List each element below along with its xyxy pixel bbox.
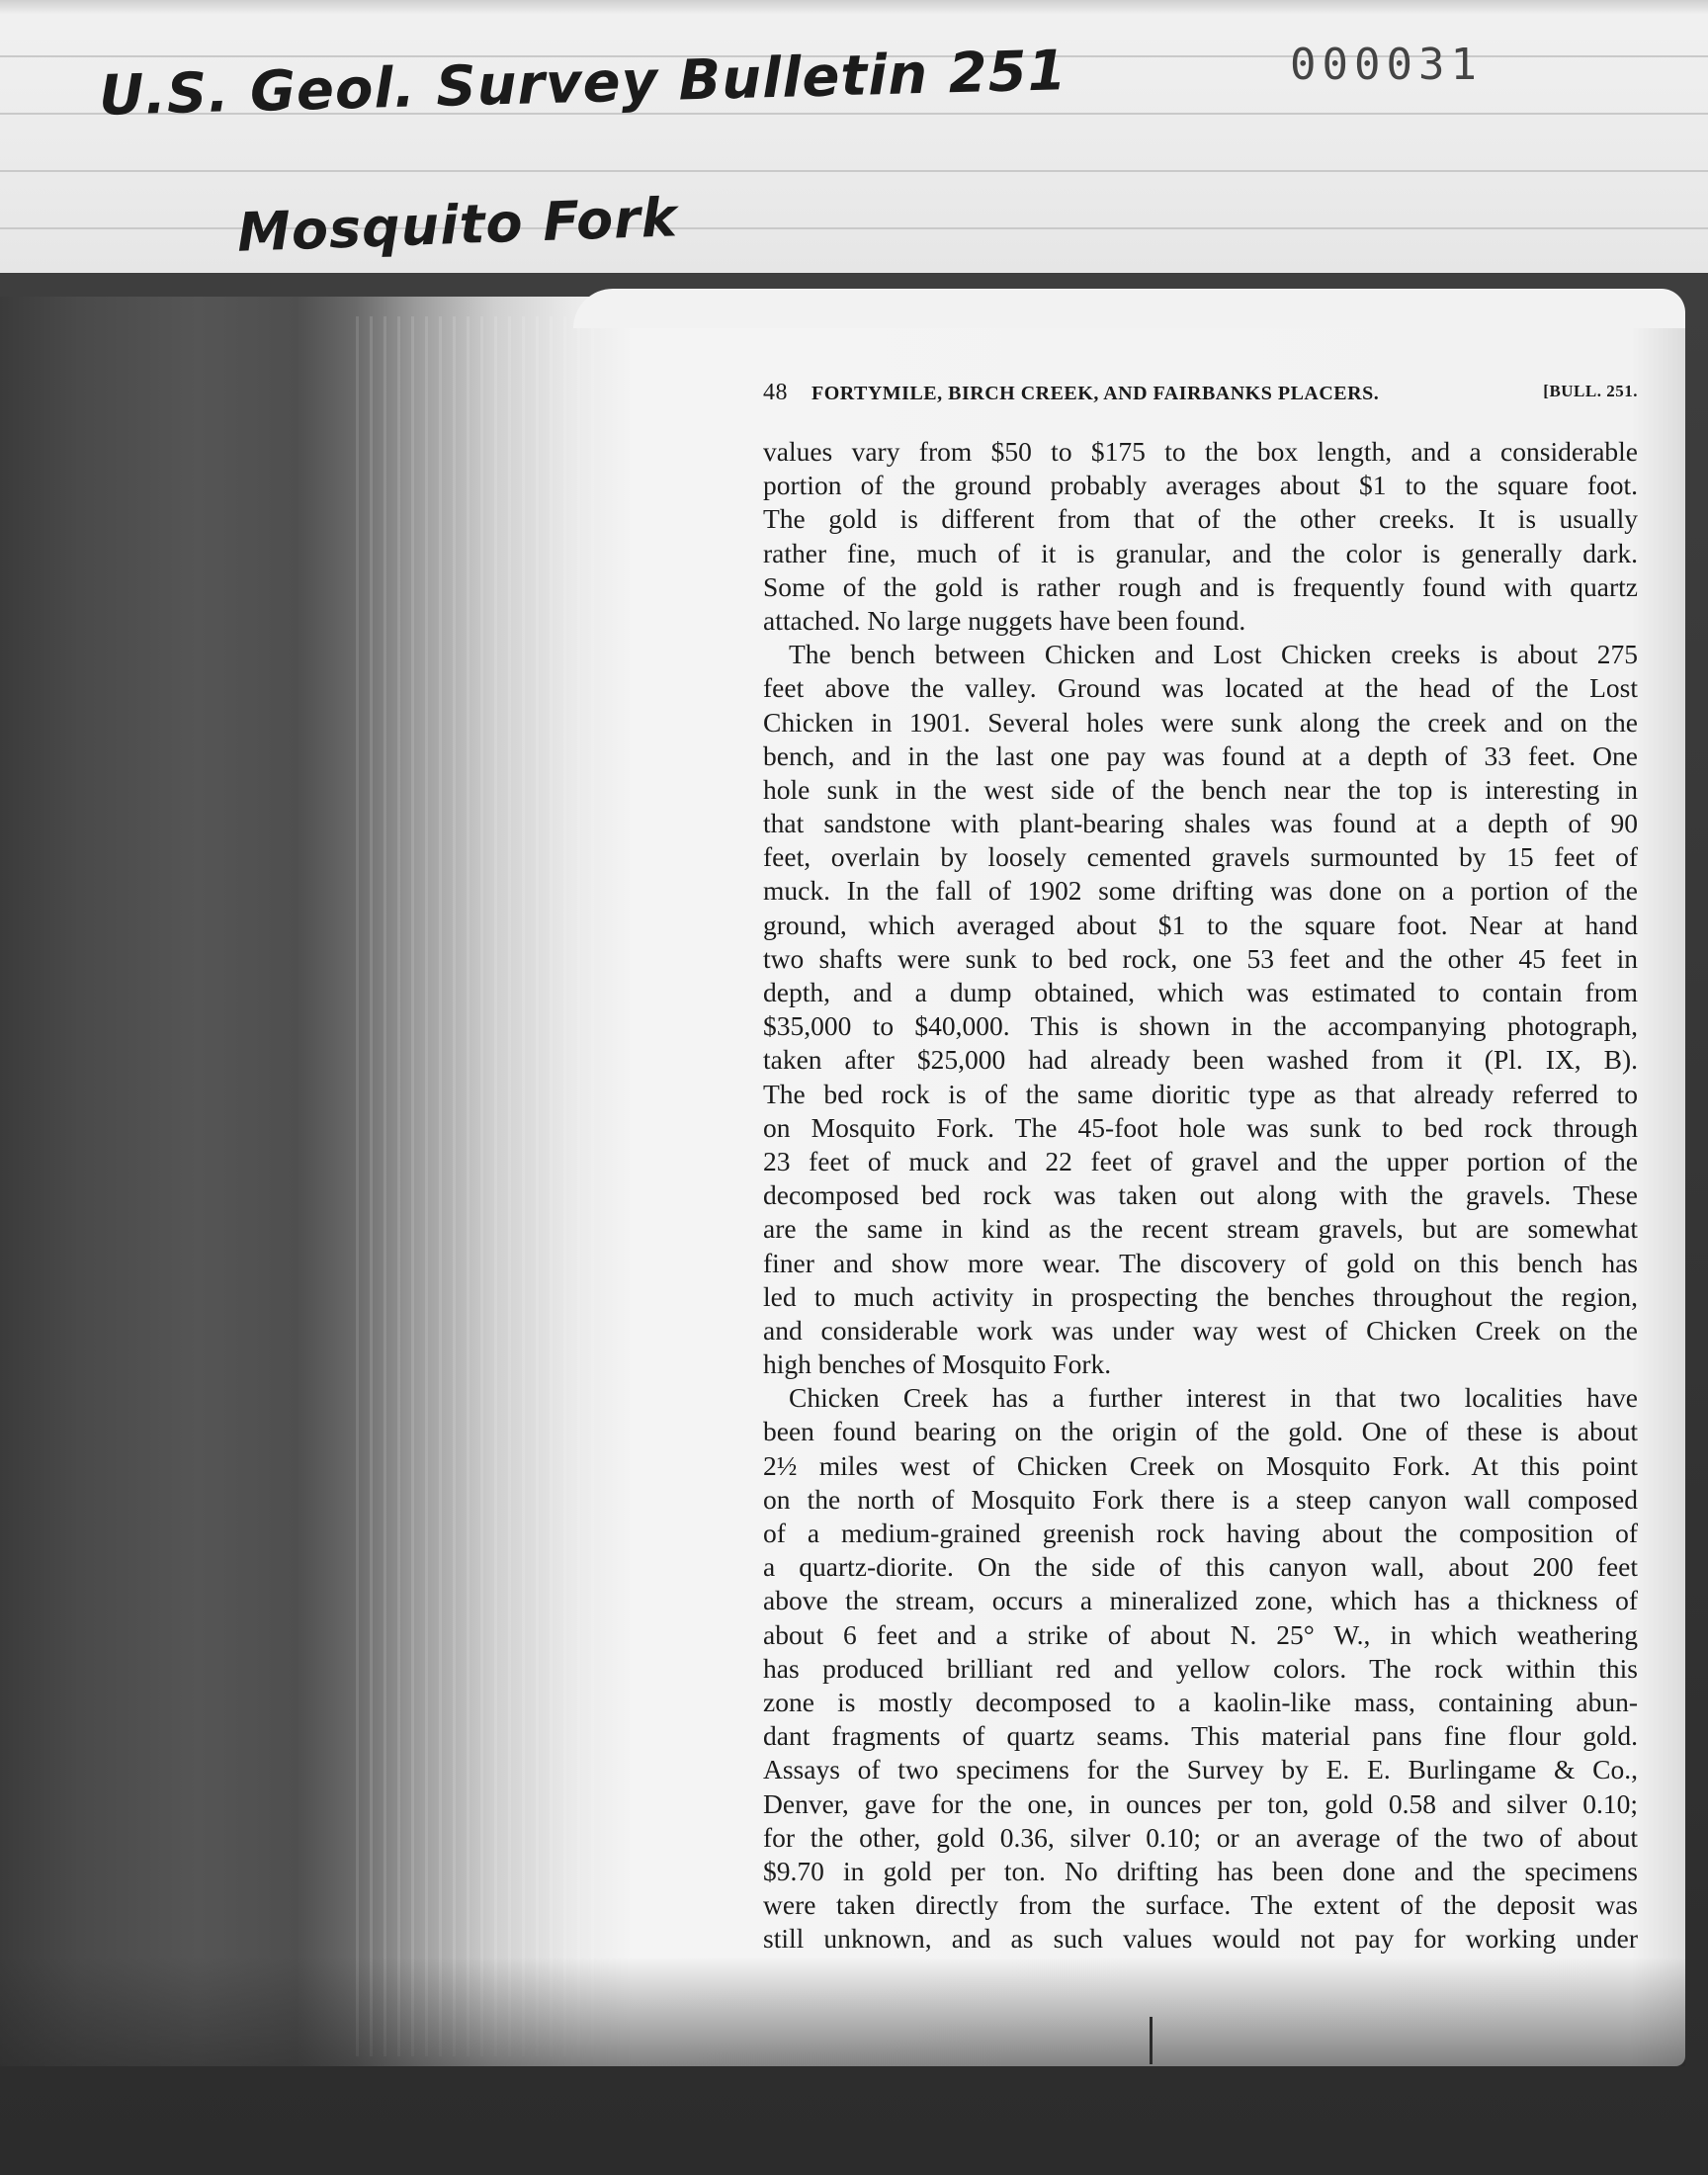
page-bottom-shadow [0,1958,1685,2066]
text-line: been found bearing on the origin of the gold. One of these is about [763,1416,1638,1447]
text-line: Assays of two specimens for the Survey by E. E. Burlingame & Co., [763,1754,1638,1785]
text-line: feet above the valley. Ground was located at the head of the Lost [763,672,1638,704]
text-line: 23 feet of muck and 22 feet of gravel and the upper portion of the [763,1145,1638,1176]
text-line: about 6 feet and a strike of about N. 25° W., in which weathering [763,1618,1638,1650]
body-text [763,435,1638,1956]
handwritten-topic: Mosquito Fork [236,186,679,264]
text-line: portion of the ground probably averages about $1 to the square foot. [763,470,1638,501]
text-line: two shafts were sunk to bed rock, one 53 feet and the other 45 feet in [763,942,1638,974]
text-line: zone is mostly decomposed to a kaolin-like mass, containing abun- [763,1686,1638,1717]
text-line: still unknown, and as such values would not pay for working under [763,1923,1638,1955]
text-line: The gold is different from that of the other creeks. It is usually [763,503,1638,535]
document-number-stamp: 000031 [1290,40,1483,90]
text-line: Chicken in 1901. Several holes were sunk along the creek and on the [763,706,1638,738]
text-line: ground, which averaged about $1 to the square foot. Near at hand [763,909,1638,940]
text-line: high benches of Mosquito Fork. [763,1348,1112,1380]
running-title: FORTYMILE, BIRCH CREEK, AND FAIRBANKS PLACERS. [811,383,1380,404]
text-line: Some of the gold is rather rough and is frequently found with quartz [763,570,1638,602]
bulletin-reference: [BULL. 251. [1543,382,1638,400]
text-line: on Mosquito Fork. The 45-foot hole was sunk to bed rock through [763,1111,1638,1143]
text-line: $35,000 to $40,000. This is shown in the accompanying photograph, [763,1010,1638,1042]
text-line: The bed rock is of the same dioritic type as that already referred to [763,1078,1638,1109]
strip-edge [0,0,1708,14]
text-line: 2½ miles west of Chicken Creek on Mosquito Fork. At this point [763,1449,1638,1481]
text-line: attached. No large nuggets have been found. [763,604,1246,636]
paragraph-start-line: The bench between Chicken and Lost Chicken creeks is about 275 [789,639,1638,670]
page-top-edge [573,289,1685,328]
text-line: that sandstone with plant-bearing shales was found at a depth of 90 [763,808,1638,839]
paragraph-start-line: Chicken Creek has a further interest in that two localities have [789,1382,1638,1414]
text-line: Denver, gave for the one, in ounces per ton, gold 0.58 and silver 0.10; [763,1787,1638,1819]
text-line: decomposed bed rock was taken out along with the gravels. These [763,1179,1638,1211]
text-line: a quartz-diorite. On the side of this canyon wall, about 200 feet [763,1551,1638,1583]
page-number: 48 [763,380,788,405]
text-line: finer and show more wear. The discovery of gold on this bench has [763,1247,1638,1278]
text-line: led to much activity in prospecting the benches throughout the region, [763,1280,1638,1312]
text-line: feet, overlain by loosely cemented gravels surmounted by 15 feet of [763,841,1638,873]
text-line: are the same in kind as the recent stream gravels, but are somewhat [763,1213,1638,1245]
gutter-shading [356,316,603,2056]
text-line: depth, and a dump obtained, which was estimated to contain from [763,977,1638,1007]
handwritten-citation: U.S. Geol. Survey Bulletin 251 [98,39,1068,129]
pencil-mark [1150,2017,1153,2064]
text-line: values vary from $50 to $175 to the box length, and a considerable [763,436,1638,467]
handwritten-note-strip [0,0,1708,277]
text-line: above the stream, occurs a mineralized zone, which has a thickness of [763,1585,1638,1616]
text-line: $9.70 in gold per ton. No drifting has been done and the specimens [763,1855,1638,1886]
text-line: of a medium-grained greenish rock having about the composition of [763,1518,1638,1548]
text-line: on the north of Mosquito Fork there is a steep canyon wall composed [763,1483,1638,1515]
text-line: has produced brilliant red and yellow colors. The rock within this [763,1652,1638,1684]
text-line: were taken directly from the surface. The extent of the deposit was [763,1889,1638,1921]
text-line: taken after $25,000 had already been washed from it (Pl. IX, B). [763,1044,1638,1076]
running-header [763,380,1638,409]
text-line: muck. In the fall of 1902 some drifting was done on a portion of the [763,875,1638,907]
text-line: rather fine, much of it is granular, and the color is generally dark. [763,537,1638,568]
text-line: dant fragments of quartz seams. This material pans fine flour gold. [763,1720,1638,1752]
text-line: for the other, gold 0.36, silver 0.10; or an average of the two of about [763,1821,1638,1853]
text-line: and considerable work was under way west of Chicken Creek on the [763,1314,1638,1346]
text-line: bench, and in the last one pay was found at a depth of 33 feet. One [763,740,1638,771]
text-line: hole sunk in the west side of the bench near the top is interesting in [763,773,1638,805]
